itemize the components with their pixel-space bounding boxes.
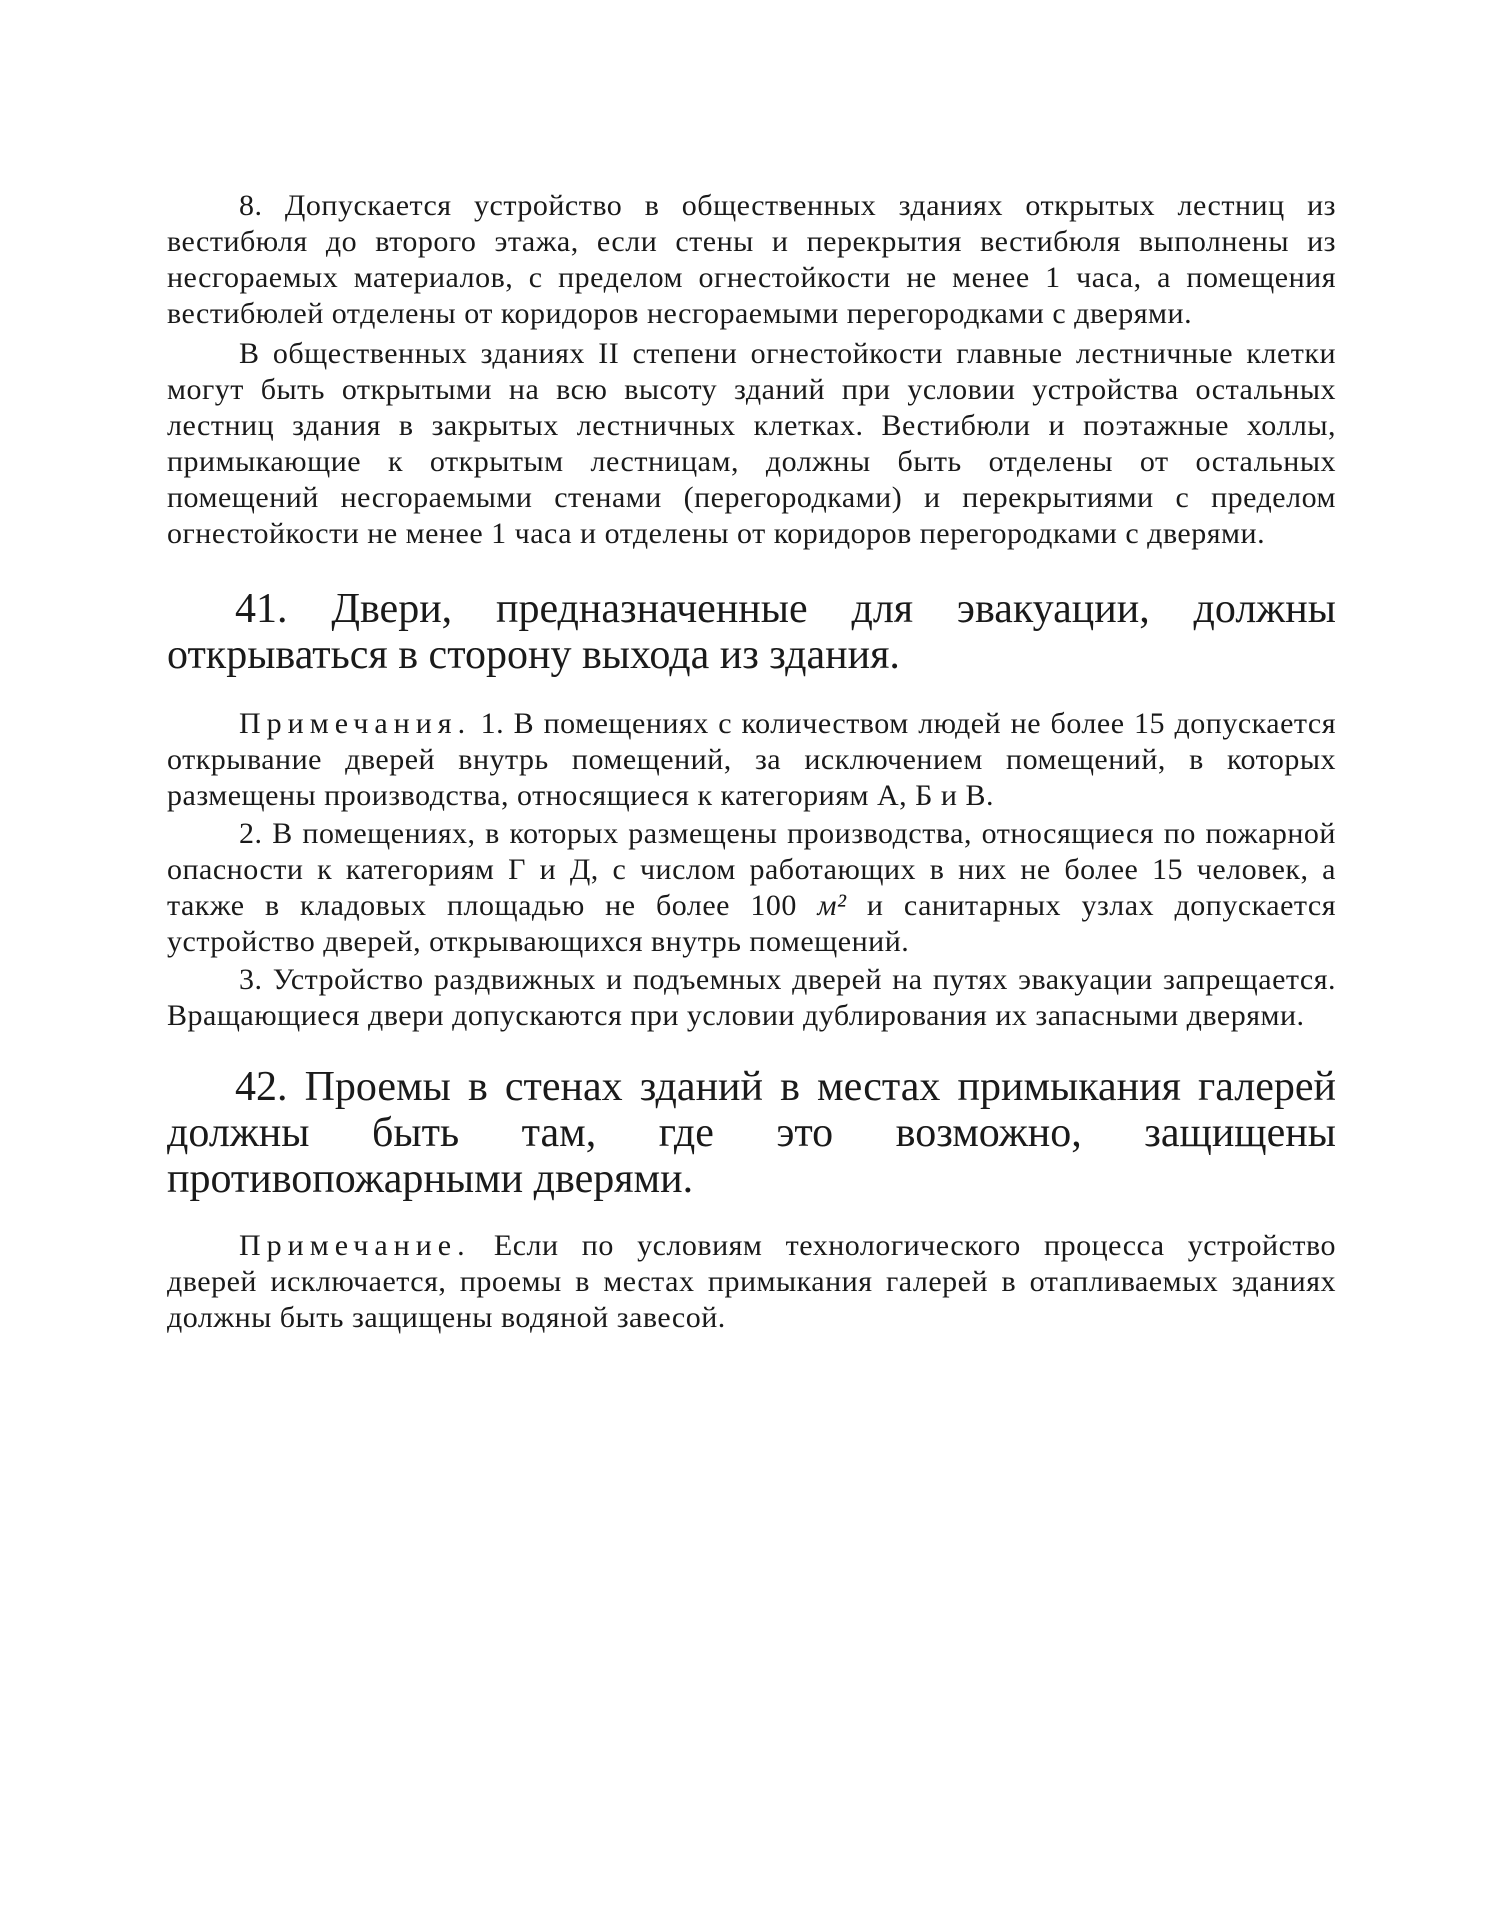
- paragraph-item-8: 8. Допускается устройство в общественных зданиях открытых лестниц из вестибюля до второго этажа, если стены и перекрытия вестибюля выполнены из несгораемых материалов, с пределом огнестойкости не менее 1 часа, а помещения вестибюлей отделены от коридоров несгораемыми перегородками с дверями.: [167, 189, 1336, 330]
- clause-41-note-1: [167, 706, 1336, 814]
- clause-41-note-3: 3. Устройство раздвижных и подъемных дверей на путях эвакуации запрещается. Вращающиеся двери допускаются при условии дублирования их запасными дверями.: [167, 963, 1336, 1032]
- paragraph-item-8-continued: В общественных зданиях II степени огнестойкости главные лестничные клетки могут быть открытыми на всю высоту зданий при условии устройства остальных лестниц здания в закрытых лестничных клетках. Вестибюли и поэтажные холлы, примыкающие к открытым лестницам, должны быть отделены от остальных помещений несгораемыми стенами (перегородками) и перекрытиями с пределом огнестойкости не менее 1 часа и отделены от коридоров перегородками с дверями.: [167, 337, 1336, 550]
- clause-42-note-text: Если по условиям технологического процесса устройство дверей исключается, проемы в местах примыкания галерей в отапливаемых зданиях должны быть защищены водяной завесой.: [167, 1229, 1336, 1334]
- note-2-text-after: и санитарных узлах допускается устройство дверей, открывающихся внутрь помещений.: [167, 889, 1336, 958]
- note-2-text-before: 2. В помещениях, в которых размещены производства, относящиеся по пожарной опасности к категориям Г и Д, с числом работающих в них не более 15 человек, а также в кладовых площадью не более 100: [167, 817, 1336, 922]
- note-2-unit: м²: [817, 889, 847, 922]
- clause-42-note: [167, 1228, 1336, 1336]
- note-heading: Примечание.: [239, 1229, 471, 1262]
- clause-41: 41. Двери, предназначенные для эвакуации, должны открываться в сторону выхода из здания.: [167, 586, 1336, 678]
- page-content: [167, 188, 1336, 1336]
- clause-42: 42. Проемы в стенах зданий в местах примыкания галерей должны быть там, где это возможно, защищены противопожарными дверями.: [167, 1064, 1336, 1202]
- notes-heading: Примечания.: [239, 707, 472, 740]
- clause-41-note-2: [167, 816, 1336, 960]
- note-1-text: 1. В помещениях с количеством людей не более 15 допускается открывание дверей внутрь помещений, за исключением помещений, в которых размещены производства, относящиеся к категориям А, Б и В.: [167, 707, 1337, 812]
